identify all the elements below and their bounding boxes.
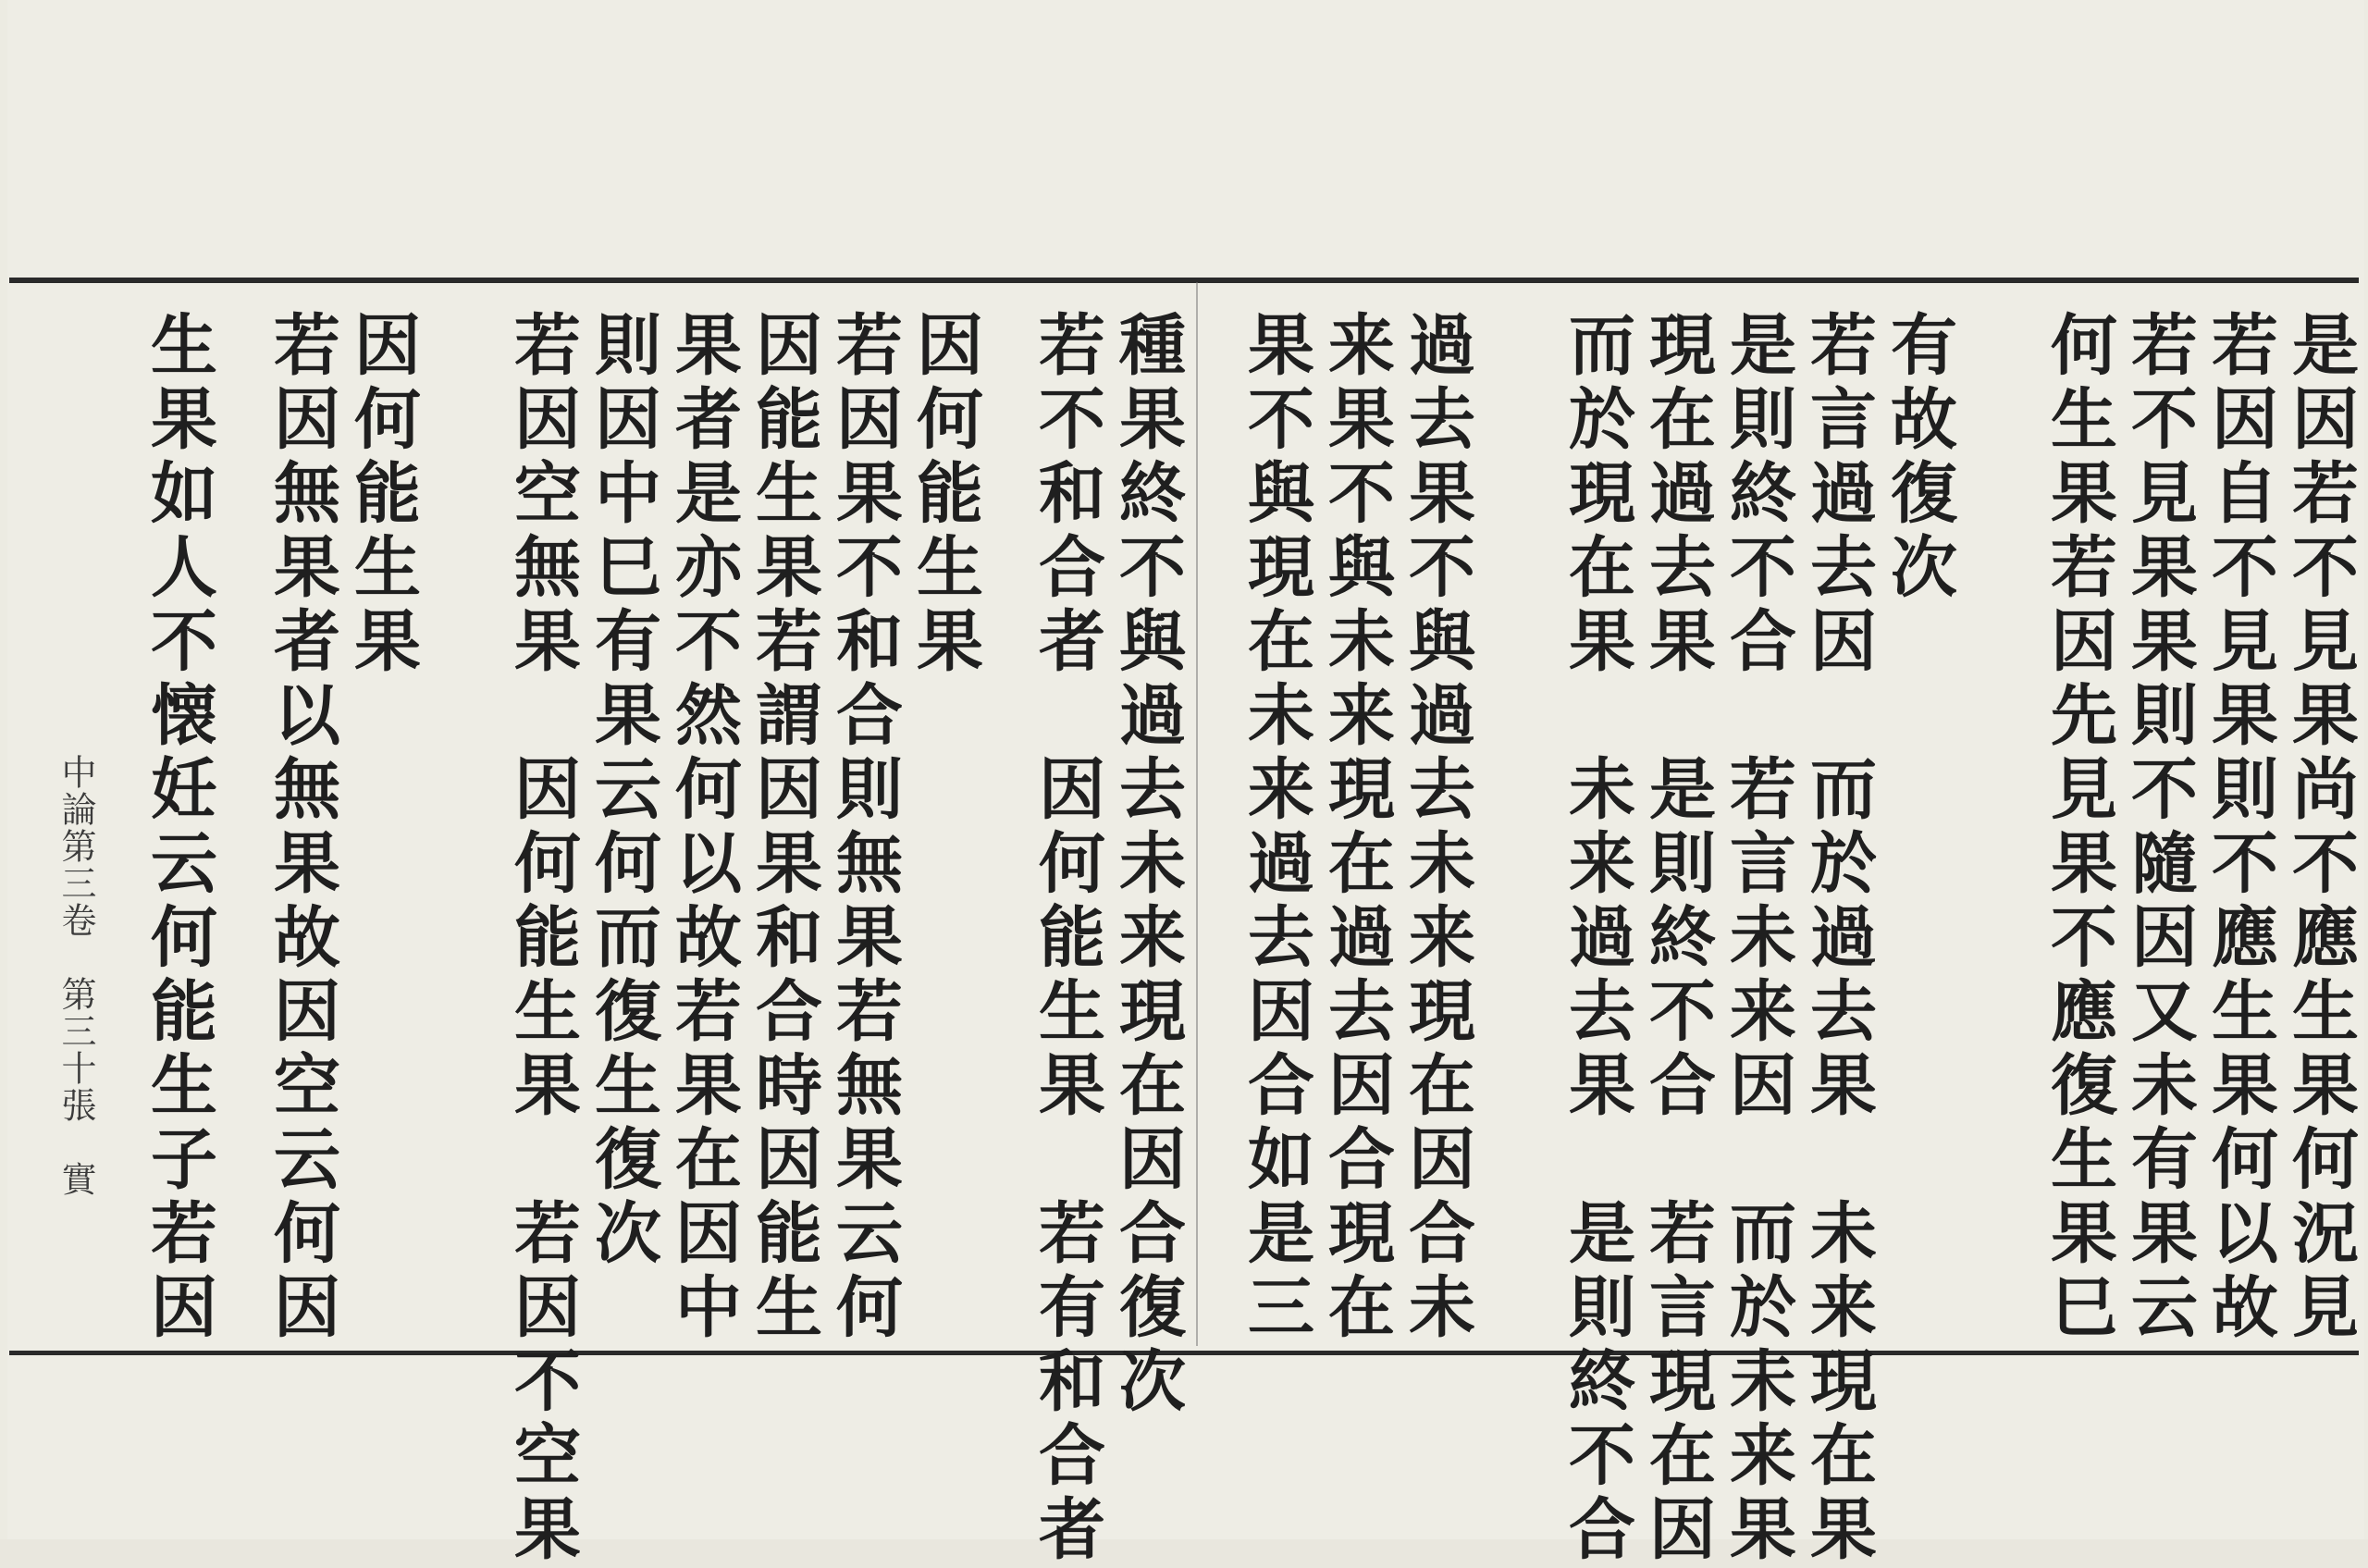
text-column-6: 若言過去因 而於過去果 未来現在果 xyxy=(1799,310,1878,1568)
text-column-11: 来果不與未来現在過去因合現在 xyxy=(1317,310,1396,1346)
text-column-4: 何生果若因先見果不應復生果巳 xyxy=(2040,310,2118,1346)
text-column-2: 若因自不見果則不應生果何以故 xyxy=(2201,310,2279,1346)
text-column-12: 果不與現在未来過去因合如是三 xyxy=(1237,310,1315,1346)
text-column-5: 有故復次 xyxy=(1880,310,1958,606)
text-column-17: 因能生果若謂因果和合時因能生 xyxy=(745,310,823,1346)
text-column-19: 則因中巳有果云何而復生復次 xyxy=(584,310,662,1272)
text-column-8: 現在過去果 是則終不合 若言現在因 xyxy=(1638,310,1717,1568)
text-column-10: 過去果不與過去未来現在因合未 xyxy=(1398,310,1476,1346)
text-column-23: 生果如人不懐妊云何能生子若因 xyxy=(140,310,218,1346)
text-column-7: 是則終不合 若言未来因 而於未来果 xyxy=(1719,310,1797,1568)
text-column-22: 若因無果者以無果故因空云何因 xyxy=(263,310,341,1346)
text-column-9: 而於現在果 未来過去果 是則終不合 xyxy=(1558,310,1636,1568)
text-column-16: 若因果不和合則無果若無果云何 xyxy=(825,310,904,1346)
text-column-3: 若不見果果則不隨因又未有果云 xyxy=(2120,310,2199,1346)
text-column-21: 因何能生果 xyxy=(343,310,422,680)
text-column-1: 是因若不見果尚不應生果何況見 xyxy=(2281,310,2360,1346)
text-column-20: 若因空無果 因何能生果 若因不空果 xyxy=(503,310,582,1568)
text-column-15: 因何能生果 xyxy=(906,310,984,680)
text-column-14: 若不和合者 因何能生果 若有和合者 xyxy=(1028,310,1106,1568)
text-column-18: 果者是亦不然何以故若果在因中 xyxy=(664,310,743,1346)
margin-label: 中論第三卷 第三十張 實 xyxy=(56,754,96,1198)
fold-line xyxy=(1196,282,1198,1346)
text-column-13: 種果終不與過去未来現在因合復次 xyxy=(1108,310,1187,1420)
